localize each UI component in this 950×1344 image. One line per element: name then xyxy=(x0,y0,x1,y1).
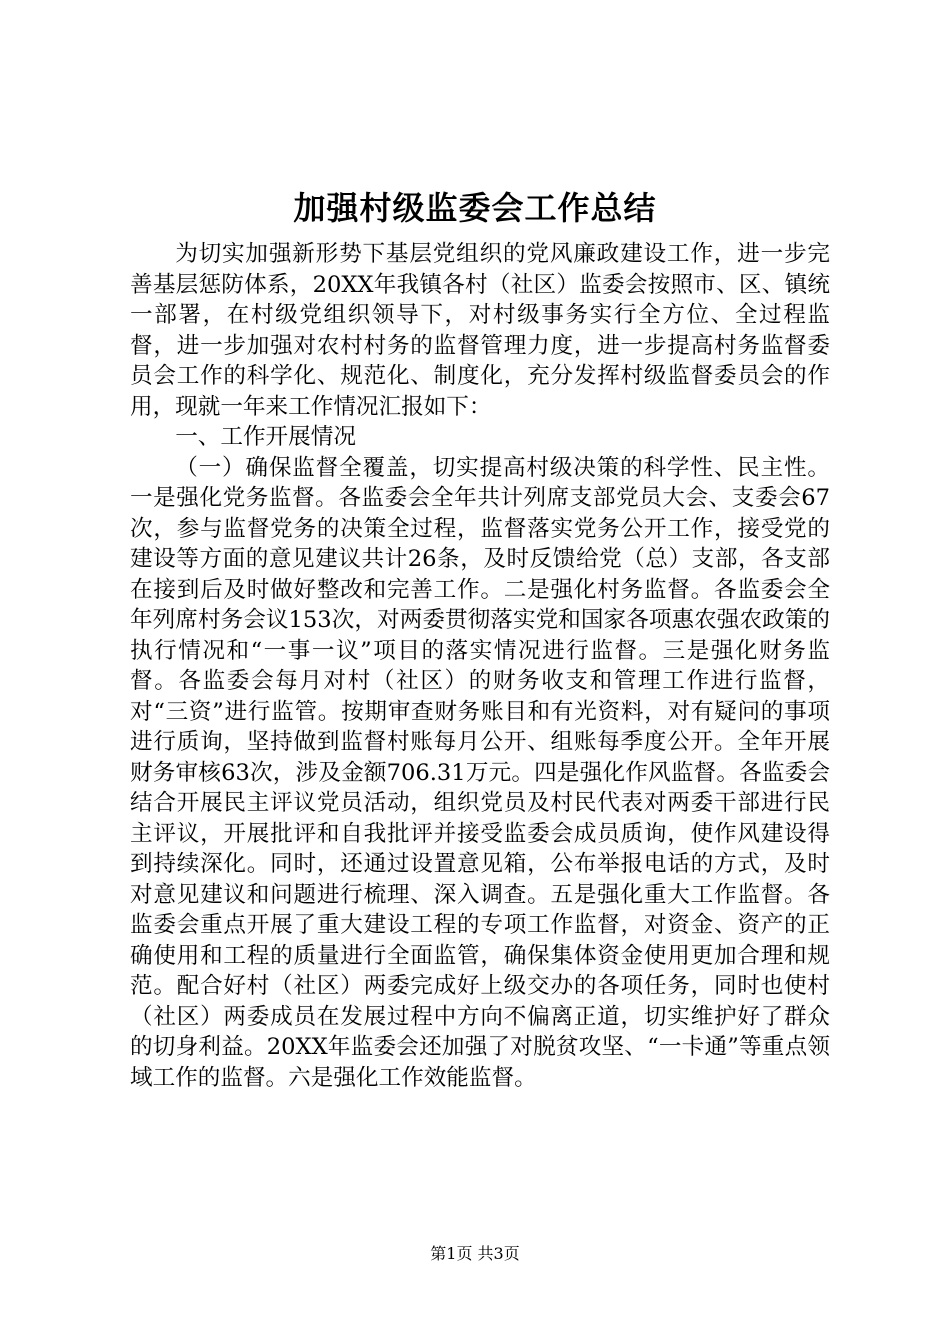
page-footer: 第1页 共3页 xyxy=(430,1244,520,1263)
section-heading: 一、工作开展情况 xyxy=(175,424,356,450)
intro-paragraph: 为切实加强新形势下基层党组织的党风廉政建设工作，进一步完善基层惩防体系，20XX年我镇各村（社区）监委会按照市、区、镇统一部署，在村级党组织领导下，对村级事务实行全方位、全过程监督，进一步加强对农村村务的监督管理力度，进一步提高村务监督委员会工作的科学化、规范化、制度化，充分发挥村级监督委员会的作用，现就一年来工作情况汇报如下： xyxy=(130,241,830,420)
document-body xyxy=(130,239,830,1093)
section-paragraph: （一）确保监督全覆盖，切实提高村级决策的科学性、民主性。一是强化党务监督。各监委会全年共计列席支部党员大会、支委会67次，参与监督党务的决策全过程，监督落实党务公开工作，接受党的建设等方面的意见建议共计26条，及时反馈给党（总）支部，各支部在接到后及时做好整改和完善工作。二是强化村务监督。各监委会全年列席村务会议153次，对两委贯彻落实党和国家各项惠农强农政策的执行情况和“一事一议”项目的落实情况进行监督。三是强化财务监督。各监委会每月对村（社区）的财务收支和管理工作进行监督，对“三资”进行监管。按期审查财务账目和有光资料，对有疑问的事项进行质询，坚持做到监督村账每月公开、组账每季度公开。全年开展财务审核63次，涉及金额706.31万元。四是强化作风监督。各监委会结合开展民主评议党员活动，组织党员及村民代表对两委干部进行民主评议，开展批评和自我批评并接受监委会成员质询，使作风建设得到持续深化。同时，还通过设置意见箱，公布举报电话的方式，及时对意见建议和问题进行梳理、深入调查。五是强化重大工作监督。各监委会重点开展了重大建设工程的专项工作监督，对资金、资产的正确使用和工程的质量进行全面监管，确保集体资金使用更加合理和规范。配合好村（社区）两委完成好上级交办的各项任务，同时也使村（社区）两委成员在发展过程中方向不偏离正道，切实维护好了群众的切身利益。20XX年监委会还加强了对脱贫攻坚、“一卡通”等重点领域工作的监督。六是强化工作效能监督。 xyxy=(130,454,830,1091)
document-title: 加强村级监委会工作总结 xyxy=(293,189,657,227)
